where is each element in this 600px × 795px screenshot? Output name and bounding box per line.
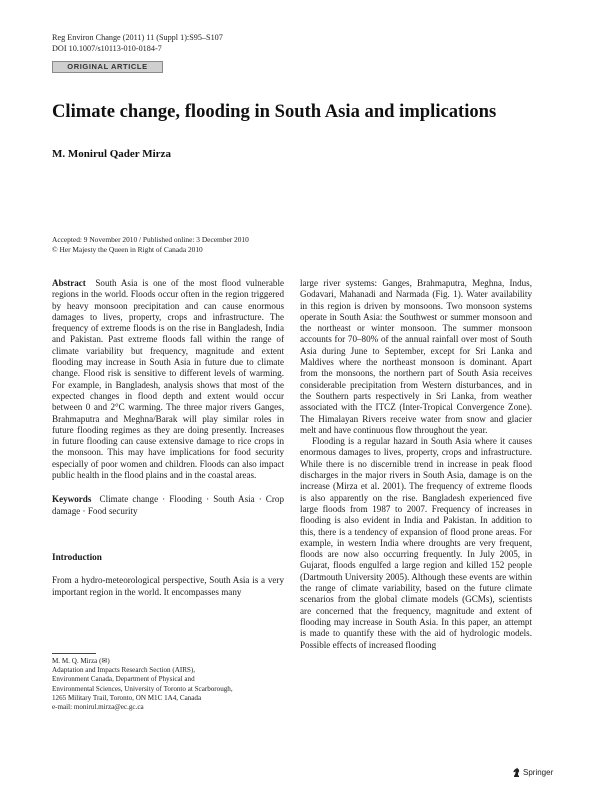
body-paragraph-1: large river systems: Ganges, Brahmaputra, Meghna, Indus, Godavari, Mahanadi and Narmada (Fig. 1). Water availability in this region is driven by monsoons. Two monsoon systems operate in South Asia: the Southwest or summer monsoon and the northeast or winter monsoon. The summer monsoon accounts for 70–80% of the annual rainfall over most of South Asia during June to September, except for Sri Lanka and Maldives where the northeast monsoon is dominant. Apart from the monsoons, the northern part of South Asia receives considerable precipitation from Western disturbances, and in the Southern parts respectively in Sri Lanka, from weather associated with the ITCZ (Inter-Tropical Convergence Zone). The Himalayan Rivers receive water from snow and glacier melt and have continuous flow throughout the year. [300,278,532,435]
affiliation-email[interactable]: e-mail: monirul.mirza@ec.gc.ca [52,703,144,712]
publisher-name: Springer [523,768,554,777]
keywords [52,494,284,517]
article-type-badge: ORIGINAL ARTICLE [52,61,163,73]
publication-dates [52,235,249,255]
copyright-line: © Her Majesty the Queen in Right of Canada 2010 [52,245,203,254]
chess-knight-icon [512,767,521,778]
journal-citation: Reg Environ Change (2011) 11 (Suppl 1):S95–S107 [52,33,223,42]
doi: DOI 10.1007/s10113-010-0184-7 [52,43,162,53]
publisher-logo [512,767,553,778]
abstract-lead: Abstract [52,278,86,288]
keywords-text: Climate change · Flooding · South Asia · Crop damage · Food security [52,494,284,516]
footnote-rule [52,653,96,654]
affiliation-line-3: Environment Canada, Department of Physical and [52,675,195,684]
affiliation-line-2: Adaptation and Impacts Research Section (AIRS), [52,666,196,675]
affiliation-line-4: Environmental Sciences, University of Toronto at Scarborough, [52,684,233,693]
paper-title: Climate change, flooding in South Asia and implications [52,101,497,122]
left-column [52,278,284,598]
abstract [52,278,284,481]
keywords-lead: Keywords [52,494,92,505]
introduction-heading: Introduction [52,551,102,562]
abstract-text: South Asia is one of the most flood vulnerable regions in the world. Floods occur often in the region triggered by heavy monsoon precipitation and can cause enormous damages to lives, property, crops and infrastructure. The frequency of extreme floods is on the rise in Bangladesh, India and Pakistan. Past extreme floods fall within the range of climate variability but frequency, magnitude and extent flooding may increase in South Asia in future due to climate change. Flood risk is sensitive to different levels of warming. For example, in Bangladesh, analysis shows that most of the expected changes in flood depth and extent would occur between 0 and 2°C warming. The three major rivers Ganges, Brahmaputra and Meghna/Barak will play similar roles in future flooding regimes as they are doing presently. Increases in future flooding can cause extensive damage to rice crops in the monsoon. This may have implications for food security especially of poor women and children. Floods can also impact public health in the flood plains and in the coastal areas. [52,278,285,481]
affiliation-line-1: M. M. Q. Mirza (✉) [52,657,110,665]
right-column [300,278,532,651]
accepted-published-line: Accepted: 9 November 2010 / Published online: 3 December 2010 [52,235,249,244]
author-name: M. Monirul Qader Mirza [52,148,171,160]
journal-header [52,33,223,54]
body-paragraph-2: Flooding is a regular hazard in South Asia where it causes enormous damages to lives, property, crops and infrastructure. While there is no discernible trend in increase in peak flood discharges in the major rivers in South Asia, damage is on the increase (Mirza et al. 2001). The frequency of extreme floods is also apparently on the rise. Bangladesh experienced five large floods from 1987 to 2007. Frequency of increases in flooding is also evident in India and Pakistan. In addition to this, there is a tendency of expansion of flood prone areas. For example, in western India where droughts are very frequent, floods are now also occurring frequently. In July 2005, in Gujarat, floods engulfed a large region and killed 152 people (Dartmouth University 2005). Although these events are within the range of climate variability, based on the future climate scenarios from the global climate models (GCMs), scientists are concerned that the frequency, magnitude and extent of flooding may increase in South Asia. In this paper, an attempt is made to quantify these with the aid of hydrologic models. Possible effects of increased flooding [300,436,532,650]
author-affiliation [52,657,284,712]
introduction-text: From a hydro-meteorological perspective, South Asia is a very important region in the world. It encompasses many [52,575,284,597]
affiliation-line-5: 1265 Military Trail, Toronto, ON M1C 1A4, Canada [52,693,202,702]
